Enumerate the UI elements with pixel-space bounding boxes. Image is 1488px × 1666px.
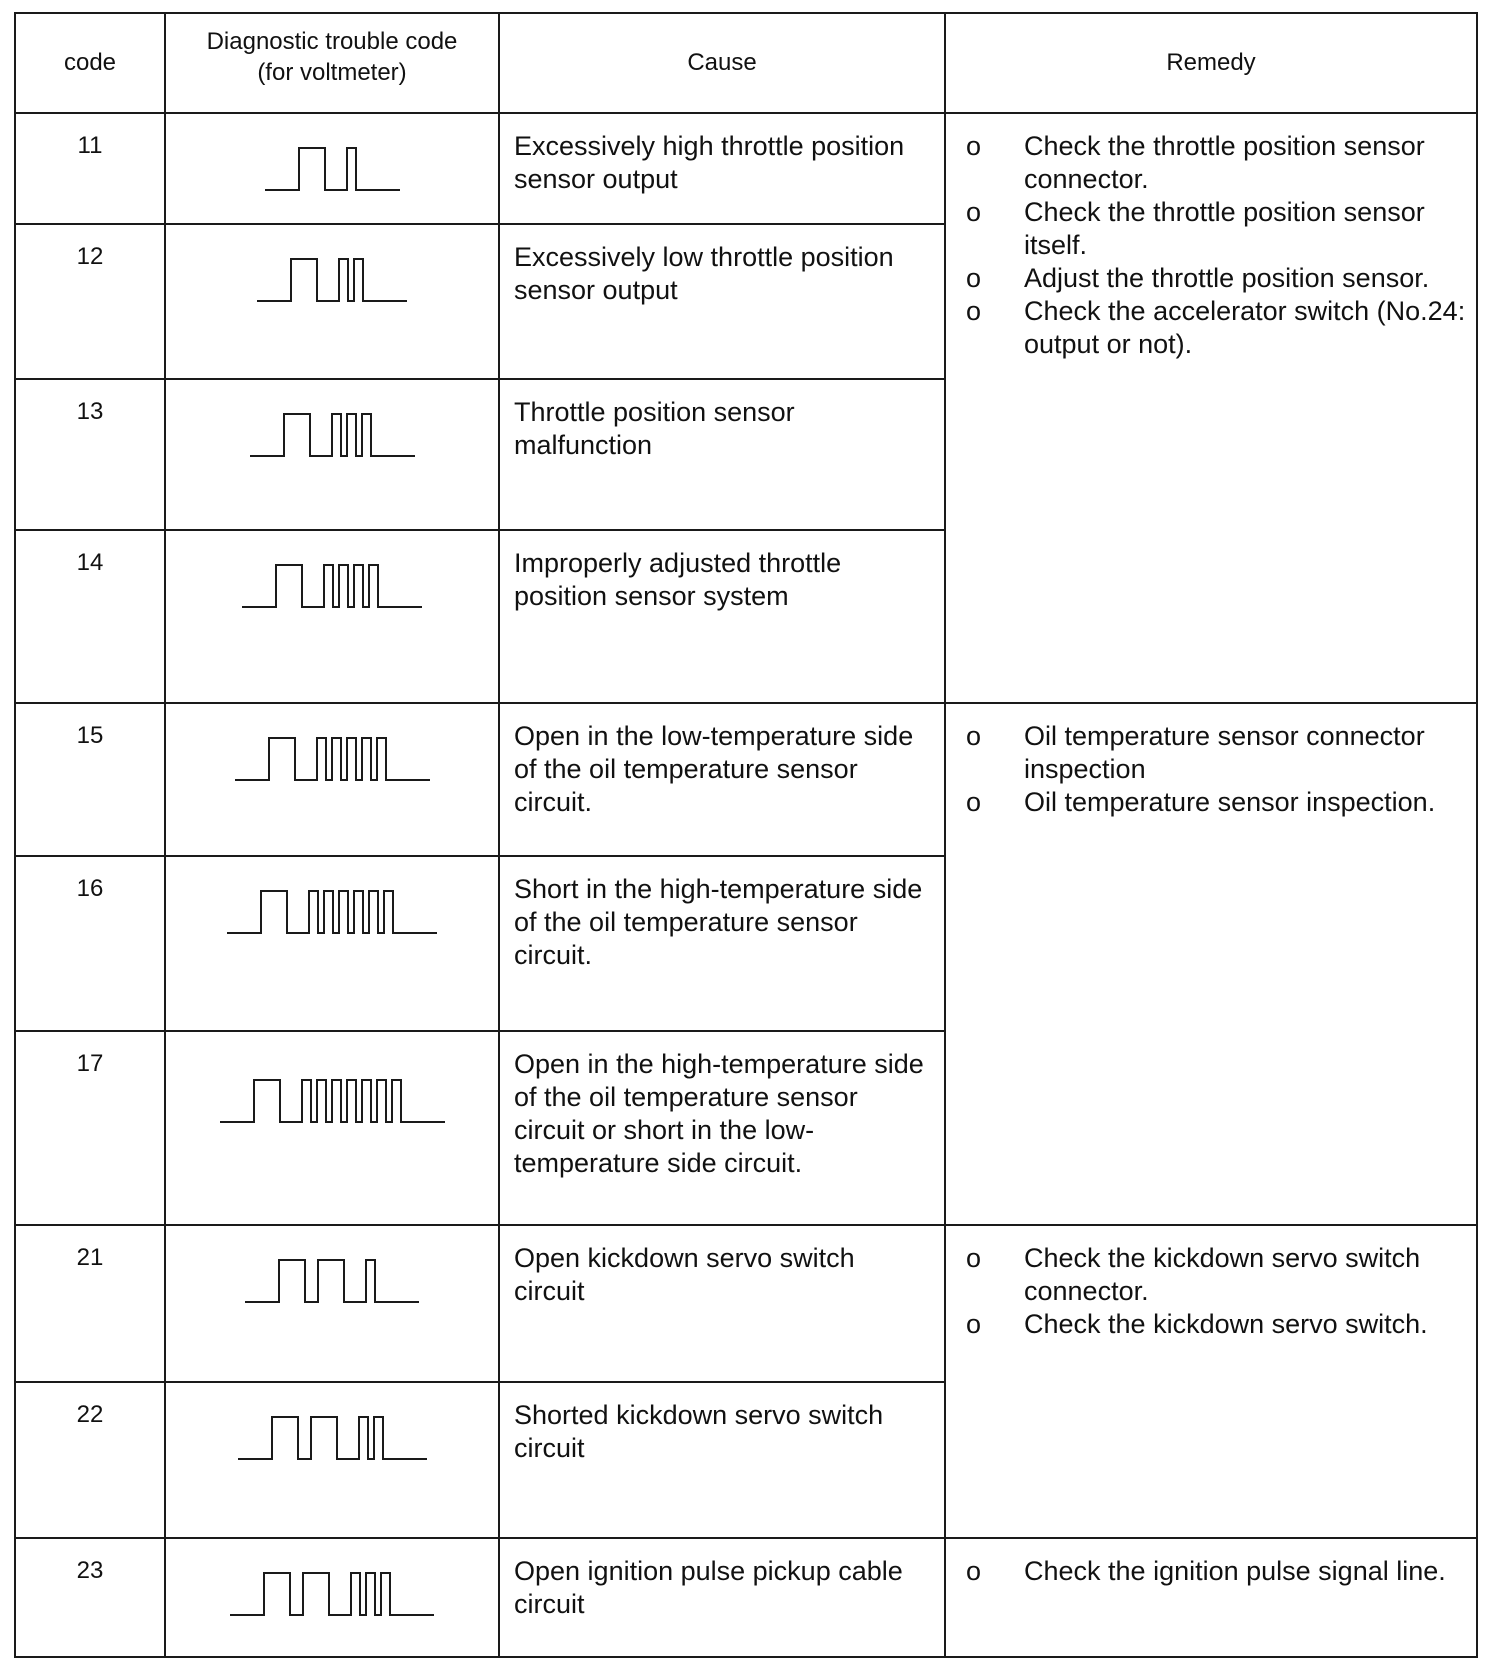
remedy-text: Check the ignition pulse signal line. xyxy=(1024,1555,1446,1586)
code-cell: 11 xyxy=(15,113,165,224)
header-code: code xyxy=(15,13,165,113)
bullet-icon: o xyxy=(966,1555,982,1586)
remedy-cell xyxy=(945,113,1477,703)
remedy-item xyxy=(960,295,1466,361)
cause-cell: Short in the high-temperature side of the oil temperature sensor circuit. xyxy=(499,856,945,1031)
cause-cell: Open in the high-temperature side of the oil temperature sensor circuit or short in the low-temperature side circuit. xyxy=(499,1031,945,1225)
code-cell: 23 xyxy=(15,1538,165,1657)
pulse-waveform xyxy=(240,557,424,617)
waveform-cell xyxy=(165,1031,499,1225)
cause-cell: Open kickdown servo switch circuit xyxy=(499,1225,945,1383)
pulse-waveform xyxy=(255,251,409,311)
header-row xyxy=(15,13,1477,113)
pulse-line xyxy=(242,565,422,607)
bullet-icon: o xyxy=(966,197,982,227)
bullet-icon: o xyxy=(966,786,982,817)
pulse-waveform xyxy=(263,140,402,200)
remedy-item xyxy=(960,130,1466,196)
header-remedy: Remedy xyxy=(945,13,1477,113)
code-cell: 16 xyxy=(15,856,165,1031)
waveform-cell xyxy=(165,224,499,379)
pulse-line xyxy=(220,1080,445,1122)
pulse-line xyxy=(238,1417,427,1459)
bullet-icon: o xyxy=(966,296,982,326)
remedy-item xyxy=(960,262,1466,295)
pulse-line xyxy=(230,1573,434,1615)
pulse-line xyxy=(250,414,415,456)
waveform-cell xyxy=(165,530,499,703)
pulse-waveform xyxy=(233,730,432,790)
bullet-icon: o xyxy=(966,131,982,161)
pulse-line xyxy=(245,1260,419,1302)
pulse-line xyxy=(265,148,400,190)
header-cause: Cause xyxy=(499,13,945,113)
pulse-waveform xyxy=(225,883,439,943)
remedy-text: Check the throttle position sensor connector. xyxy=(1024,131,1425,194)
code-cell: 12 xyxy=(15,224,165,379)
remedy-item xyxy=(960,1242,1466,1308)
remedy-item xyxy=(960,196,1466,262)
remedy-cell xyxy=(945,1538,1477,1657)
waveform-cell xyxy=(165,1382,499,1537)
remedy-item xyxy=(960,786,1466,819)
bullet-icon: o xyxy=(966,263,982,293)
bullet-icon: o xyxy=(966,1308,982,1339)
remedy-list xyxy=(960,720,1466,819)
code-cell: 15 xyxy=(15,703,165,856)
header-dtc-label: Diagnostic trouble code (for voltmeter) xyxy=(206,28,458,87)
waveform-cell xyxy=(165,1538,499,1657)
cause-cell: Open in the low-temperature side of the oil temperature sensor circuit. xyxy=(499,703,945,856)
pulse-waveform xyxy=(248,406,417,466)
pulse-line xyxy=(235,738,430,780)
remedy-text: Check the throttle position sensor itself. xyxy=(1024,197,1425,260)
cause-cell: Open ignition pulse pickup cable circuit xyxy=(499,1538,945,1657)
remedy-item xyxy=(960,720,1466,786)
cause-cell: Excessively low throttle position sensor output xyxy=(499,224,945,379)
pulse-line xyxy=(257,259,407,301)
waveform-cell xyxy=(165,379,499,530)
table-row xyxy=(15,703,1477,856)
remedy-cell xyxy=(945,703,1477,1225)
waveform-cell xyxy=(165,113,499,224)
remedy-list xyxy=(960,1555,1466,1588)
remedy-list xyxy=(960,1242,1466,1341)
remedy-text: Check the kickdown servo switch connector. xyxy=(1024,1242,1421,1306)
code-cell: 22 xyxy=(15,1382,165,1537)
cause-cell: Improperly adjusted throttle position sensor system xyxy=(499,530,945,703)
header-dtc xyxy=(165,13,499,113)
waveform-cell xyxy=(165,1225,499,1383)
remedy-list xyxy=(960,130,1466,361)
cause-cell: Shorted kickdown servo switch circuit xyxy=(499,1382,945,1537)
pulse-waveform xyxy=(243,1252,421,1312)
remedy-item xyxy=(960,1555,1466,1588)
pulse-waveform xyxy=(228,1565,436,1625)
table-row xyxy=(15,1225,1477,1383)
table-row xyxy=(15,1538,1477,1657)
pulse-waveform xyxy=(236,1409,429,1469)
remedy-text: Adjust the throttle position sensor. xyxy=(1024,263,1430,293)
remedy-cell xyxy=(945,1225,1477,1538)
waveform-cell xyxy=(165,703,499,856)
code-cell: 14 xyxy=(15,530,165,703)
waveform-cell xyxy=(165,856,499,1031)
code-cell: 21 xyxy=(15,1225,165,1383)
remedy-text: Check the kickdown servo switch. xyxy=(1024,1308,1428,1339)
cause-cell: Throttle position sensor malfunction xyxy=(499,379,945,530)
bullet-icon: o xyxy=(966,1242,982,1273)
remedy-item xyxy=(960,1308,1466,1341)
remedy-text: Check the accelerator switch (No.24: output or not). xyxy=(1024,296,1466,359)
pulse-line xyxy=(227,891,437,933)
code-cell: 17 xyxy=(15,1031,165,1225)
code-cell: 13 xyxy=(15,379,165,530)
bullet-icon: o xyxy=(966,720,982,751)
pulse-waveform xyxy=(218,1072,447,1132)
table-row xyxy=(15,113,1477,224)
remedy-text: Oil temperature sensor connector inspection xyxy=(1024,720,1425,784)
remedy-text: Oil temperature sensor inspection. xyxy=(1024,786,1436,817)
cause-cell: Excessively high throttle position sensor output xyxy=(499,113,945,224)
diagnostic-trouble-code-table xyxy=(14,12,1478,1658)
